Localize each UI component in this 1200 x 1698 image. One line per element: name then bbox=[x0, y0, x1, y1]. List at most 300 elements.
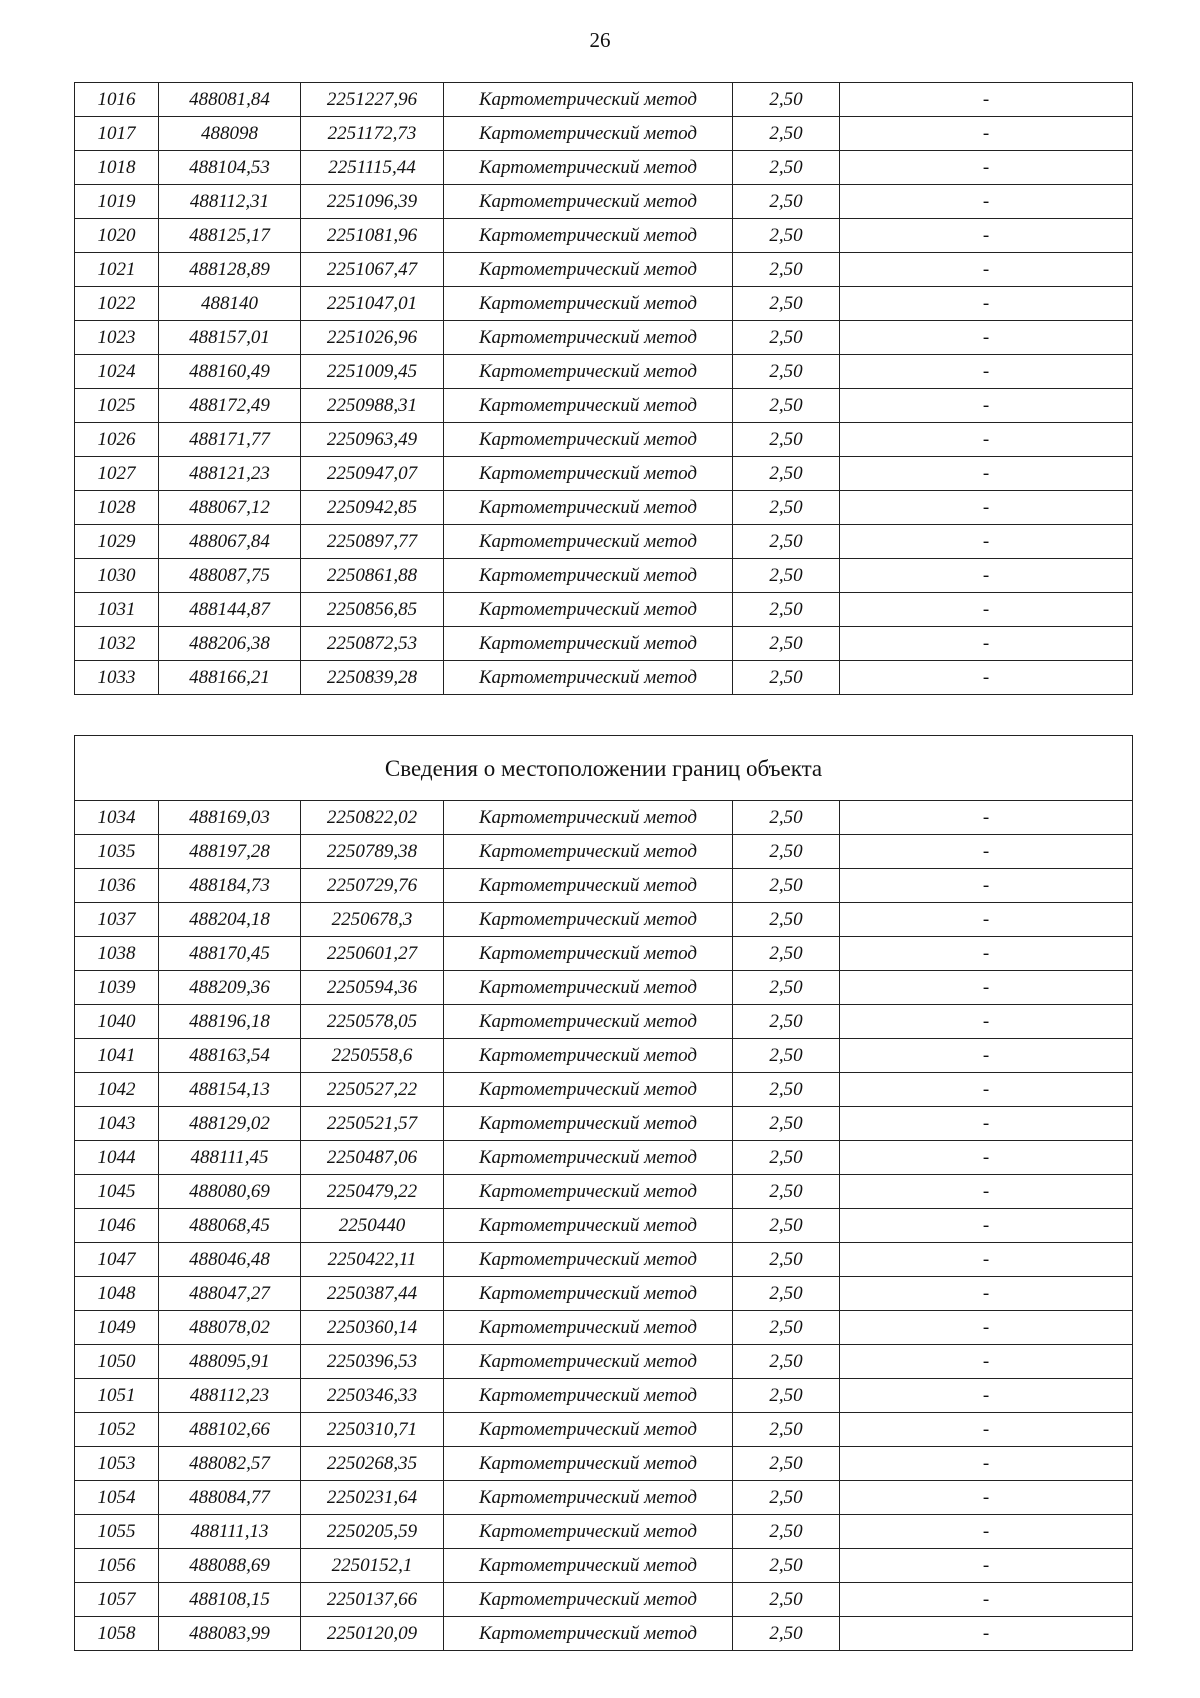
method-cell: Картометрический метод bbox=[444, 1481, 733, 1515]
note-cell: - bbox=[840, 117, 1133, 151]
y-coordinate-cell: 2251047,01 bbox=[301, 287, 444, 321]
table-row bbox=[75, 801, 1133, 835]
y-coordinate-cell: 2250789,38 bbox=[301, 835, 444, 869]
table-row bbox=[75, 1277, 1133, 1311]
point-number-cell: 1045 bbox=[75, 1175, 159, 1209]
accuracy-cell: 2,50 bbox=[733, 1617, 840, 1651]
note-cell: - bbox=[840, 1209, 1133, 1243]
y-coordinate-cell: 2250988,31 bbox=[301, 389, 444, 423]
x-coordinate-cell: 488163,54 bbox=[159, 1039, 301, 1073]
accuracy-cell: 2,50 bbox=[733, 1073, 840, 1107]
method-cell: Картометрический метод bbox=[444, 219, 733, 253]
note-cell: - bbox=[840, 1175, 1133, 1209]
table-row bbox=[75, 151, 1133, 185]
table-row bbox=[75, 627, 1133, 661]
method-cell: Картометрический метод bbox=[444, 661, 733, 695]
method-cell: Картометрический метод bbox=[444, 1379, 733, 1413]
accuracy-cell: 2,50 bbox=[733, 117, 840, 151]
x-coordinate-cell: 488108,15 bbox=[159, 1583, 301, 1617]
x-coordinate-cell: 488166,21 bbox=[159, 661, 301, 695]
accuracy-cell: 2,50 bbox=[733, 1141, 840, 1175]
note-cell: - bbox=[840, 1107, 1133, 1141]
note-cell: - bbox=[840, 1481, 1133, 1515]
note-cell: - bbox=[840, 1617, 1133, 1651]
table-row bbox=[75, 1345, 1133, 1379]
y-coordinate-cell: 2250310,71 bbox=[301, 1413, 444, 1447]
note-cell: - bbox=[840, 1583, 1133, 1617]
note-cell: - bbox=[840, 83, 1133, 117]
table-row bbox=[75, 1209, 1133, 1243]
method-cell: Картометрический метод bbox=[444, 1277, 733, 1311]
y-coordinate-cell: 2250152,1 bbox=[301, 1549, 444, 1583]
table-row bbox=[75, 1515, 1133, 1549]
method-cell: Картометрический метод bbox=[444, 1243, 733, 1277]
point-number-cell: 1048 bbox=[75, 1277, 159, 1311]
point-number-cell: 1041 bbox=[75, 1039, 159, 1073]
accuracy-cell: 2,50 bbox=[733, 1549, 840, 1583]
point-number-cell: 1050 bbox=[75, 1345, 159, 1379]
method-cell: Картометрический метод bbox=[444, 1005, 733, 1039]
method-cell: Картометрический метод bbox=[444, 321, 733, 355]
method-cell: Картометрический метод bbox=[444, 491, 733, 525]
y-coordinate-cell: 2250440 bbox=[301, 1209, 444, 1243]
coordinates-table-1-body bbox=[75, 83, 1133, 695]
x-coordinate-cell: 488125,17 bbox=[159, 219, 301, 253]
x-coordinate-cell: 488121,23 bbox=[159, 457, 301, 491]
y-coordinate-cell: 2250578,05 bbox=[301, 1005, 444, 1039]
method-cell: Картометрический метод bbox=[444, 801, 733, 835]
accuracy-cell: 2,50 bbox=[733, 1447, 840, 1481]
method-cell: Картометрический метод bbox=[444, 117, 733, 151]
accuracy-cell: 2,50 bbox=[733, 593, 840, 627]
note-cell: - bbox=[840, 525, 1133, 559]
method-cell: Картометрический метод bbox=[444, 423, 733, 457]
table-row bbox=[75, 389, 1133, 423]
y-coordinate-cell: 2250268,35 bbox=[301, 1447, 444, 1481]
point-number-cell: 1023 bbox=[75, 321, 159, 355]
table-row bbox=[75, 1447, 1133, 1481]
note-cell: - bbox=[840, 1311, 1133, 1345]
point-number-cell: 1046 bbox=[75, 1209, 159, 1243]
point-number-cell: 1032 bbox=[75, 627, 159, 661]
point-number-cell: 1016 bbox=[75, 83, 159, 117]
table-row bbox=[75, 321, 1133, 355]
table-row bbox=[75, 1617, 1133, 1651]
x-coordinate-cell: 488082,57 bbox=[159, 1447, 301, 1481]
coordinates-table-2 bbox=[74, 735, 1133, 1651]
point-number-cell: 1020 bbox=[75, 219, 159, 253]
point-number-cell: 1033 bbox=[75, 661, 159, 695]
y-coordinate-cell: 2250521,57 bbox=[301, 1107, 444, 1141]
method-cell: Картометрический метод bbox=[444, 1447, 733, 1481]
point-number-cell: 1034 bbox=[75, 801, 159, 835]
accuracy-cell: 2,50 bbox=[733, 971, 840, 1005]
y-coordinate-cell: 2250897,77 bbox=[301, 525, 444, 559]
y-coordinate-cell: 2251081,96 bbox=[301, 219, 444, 253]
accuracy-cell: 2,50 bbox=[733, 1175, 840, 1209]
note-cell: - bbox=[840, 151, 1133, 185]
x-coordinate-cell: 488209,36 bbox=[159, 971, 301, 1005]
accuracy-cell: 2,50 bbox=[733, 83, 840, 117]
x-coordinate-cell: 488154,13 bbox=[159, 1073, 301, 1107]
x-coordinate-cell: 488160,49 bbox=[159, 355, 301, 389]
point-number-cell: 1038 bbox=[75, 937, 159, 971]
method-cell: Картометрический метод bbox=[444, 287, 733, 321]
table-row bbox=[75, 937, 1133, 971]
accuracy-cell: 2,50 bbox=[733, 1107, 840, 1141]
x-coordinate-cell: 488098 bbox=[159, 117, 301, 151]
method-cell: Картометрический метод bbox=[444, 1209, 733, 1243]
table-row bbox=[75, 1413, 1133, 1447]
note-cell: - bbox=[840, 457, 1133, 491]
accuracy-cell: 2,50 bbox=[733, 1311, 840, 1345]
method-cell: Картометрический метод bbox=[444, 525, 733, 559]
point-number-cell: 1025 bbox=[75, 389, 159, 423]
accuracy-cell: 2,50 bbox=[733, 525, 840, 559]
method-cell: Картометрический метод bbox=[444, 971, 733, 1005]
x-coordinate-cell: 488067,84 bbox=[159, 525, 301, 559]
y-coordinate-cell: 2250729,76 bbox=[301, 869, 444, 903]
accuracy-cell: 2,50 bbox=[733, 219, 840, 253]
page-number: 26 bbox=[589, 28, 611, 52]
y-coordinate-cell: 2250872,53 bbox=[301, 627, 444, 661]
point-number-cell: 1017 bbox=[75, 117, 159, 151]
x-coordinate-cell: 488112,23 bbox=[159, 1379, 301, 1413]
x-coordinate-cell: 488104,53 bbox=[159, 151, 301, 185]
method-cell: Картометрический метод bbox=[444, 1107, 733, 1141]
method-cell: Картометрический метод bbox=[444, 253, 733, 287]
section-title: Сведения о местоположении границ объекта bbox=[75, 736, 1133, 801]
note-cell: - bbox=[840, 219, 1133, 253]
point-number-cell: 1039 bbox=[75, 971, 159, 1005]
point-number-cell: 1053 bbox=[75, 1447, 159, 1481]
table-row bbox=[75, 1583, 1133, 1617]
x-coordinate-cell: 488068,45 bbox=[159, 1209, 301, 1243]
table-row bbox=[75, 253, 1133, 287]
method-cell: Картометрический метод bbox=[444, 835, 733, 869]
x-coordinate-cell: 488206,38 bbox=[159, 627, 301, 661]
point-number-cell: 1027 bbox=[75, 457, 159, 491]
y-coordinate-cell: 2250963,49 bbox=[301, 423, 444, 457]
accuracy-cell: 2,50 bbox=[733, 1277, 840, 1311]
accuracy-cell: 2,50 bbox=[733, 1515, 840, 1549]
table-row bbox=[75, 559, 1133, 593]
x-coordinate-cell: 488095,91 bbox=[159, 1345, 301, 1379]
note-cell: - bbox=[840, 287, 1133, 321]
note-cell: - bbox=[840, 627, 1133, 661]
accuracy-cell: 2,50 bbox=[733, 1481, 840, 1515]
accuracy-cell: 2,50 bbox=[733, 287, 840, 321]
x-coordinate-cell: 488169,03 bbox=[159, 801, 301, 835]
method-cell: Картометрический метод bbox=[444, 1311, 733, 1345]
x-coordinate-cell: 488184,73 bbox=[159, 869, 301, 903]
y-coordinate-cell: 2250396,53 bbox=[301, 1345, 444, 1379]
point-number-cell: 1044 bbox=[75, 1141, 159, 1175]
accuracy-cell: 2,50 bbox=[733, 1413, 840, 1447]
accuracy-cell: 2,50 bbox=[733, 1209, 840, 1243]
x-coordinate-cell: 488128,89 bbox=[159, 253, 301, 287]
x-coordinate-cell: 488170,45 bbox=[159, 937, 301, 971]
note-cell: - bbox=[840, 423, 1133, 457]
note-cell: - bbox=[840, 835, 1133, 869]
table-row bbox=[75, 491, 1133, 525]
x-coordinate-cell: 488129,02 bbox=[159, 1107, 301, 1141]
table-row bbox=[75, 1243, 1133, 1277]
point-number-cell: 1018 bbox=[75, 151, 159, 185]
y-coordinate-cell: 2250822,02 bbox=[301, 801, 444, 835]
note-cell: - bbox=[840, 1277, 1133, 1311]
method-cell: Картометрический метод bbox=[444, 937, 733, 971]
table-row bbox=[75, 1549, 1133, 1583]
y-coordinate-cell: 2250346,33 bbox=[301, 1379, 444, 1413]
accuracy-cell: 2,50 bbox=[733, 903, 840, 937]
x-coordinate-cell: 488083,99 bbox=[159, 1617, 301, 1651]
y-coordinate-cell: 2250137,66 bbox=[301, 1583, 444, 1617]
point-number-cell: 1054 bbox=[75, 1481, 159, 1515]
accuracy-cell: 2,50 bbox=[733, 801, 840, 835]
method-cell: Картометрический метод bbox=[444, 1141, 733, 1175]
note-cell: - bbox=[840, 593, 1133, 627]
x-coordinate-cell: 488144,87 bbox=[159, 593, 301, 627]
x-coordinate-cell: 488067,12 bbox=[159, 491, 301, 525]
note-cell: - bbox=[840, 1005, 1133, 1039]
method-cell: Картометрический метод bbox=[444, 903, 733, 937]
accuracy-cell: 2,50 bbox=[733, 869, 840, 903]
method-cell: Картометрический метод bbox=[444, 1345, 733, 1379]
point-number-cell: 1021 bbox=[75, 253, 159, 287]
accuracy-cell: 2,50 bbox=[733, 457, 840, 491]
point-number-cell: 1035 bbox=[75, 835, 159, 869]
x-coordinate-cell: 488087,75 bbox=[159, 559, 301, 593]
accuracy-cell: 2,50 bbox=[733, 185, 840, 219]
y-coordinate-cell: 2250942,85 bbox=[301, 491, 444, 525]
x-coordinate-cell: 488204,18 bbox=[159, 903, 301, 937]
x-coordinate-cell: 488102,66 bbox=[159, 1413, 301, 1447]
y-coordinate-cell: 2251026,96 bbox=[301, 321, 444, 355]
point-number-cell: 1042 bbox=[75, 1073, 159, 1107]
point-number-cell: 1036 bbox=[75, 869, 159, 903]
method-cell: Картометрический метод bbox=[444, 1073, 733, 1107]
table-row bbox=[75, 423, 1133, 457]
accuracy-cell: 2,50 bbox=[733, 937, 840, 971]
x-coordinate-cell: 488080,69 bbox=[159, 1175, 301, 1209]
y-coordinate-cell: 2250231,64 bbox=[301, 1481, 444, 1515]
table-row bbox=[75, 835, 1133, 869]
y-coordinate-cell: 2250527,22 bbox=[301, 1073, 444, 1107]
table-row bbox=[75, 117, 1133, 151]
point-number-cell: 1043 bbox=[75, 1107, 159, 1141]
y-coordinate-cell: 2250594,36 bbox=[301, 971, 444, 1005]
point-number-cell: 1026 bbox=[75, 423, 159, 457]
y-coordinate-cell: 2250387,44 bbox=[301, 1277, 444, 1311]
y-coordinate-cell: 2250856,85 bbox=[301, 593, 444, 627]
table-row bbox=[75, 1039, 1133, 1073]
method-cell: Картометрический метод bbox=[444, 389, 733, 423]
accuracy-cell: 2,50 bbox=[733, 1243, 840, 1277]
table-row bbox=[75, 903, 1133, 937]
note-cell: - bbox=[840, 661, 1133, 695]
point-number-cell: 1057 bbox=[75, 1583, 159, 1617]
x-coordinate-cell: 488081,84 bbox=[159, 83, 301, 117]
table-row bbox=[75, 1481, 1133, 1515]
point-number-cell: 1058 bbox=[75, 1617, 159, 1651]
y-coordinate-cell: 2251096,39 bbox=[301, 185, 444, 219]
table-row bbox=[75, 1141, 1133, 1175]
point-number-cell: 1040 bbox=[75, 1005, 159, 1039]
accuracy-cell: 2,50 bbox=[733, 1005, 840, 1039]
point-number-cell: 1019 bbox=[75, 185, 159, 219]
note-cell: - bbox=[840, 1243, 1133, 1277]
method-cell: Картометрический метод bbox=[444, 1617, 733, 1651]
x-coordinate-cell: 488197,28 bbox=[159, 835, 301, 869]
point-number-cell: 1024 bbox=[75, 355, 159, 389]
note-cell: - bbox=[840, 1549, 1133, 1583]
accuracy-cell: 2,50 bbox=[733, 253, 840, 287]
y-coordinate-cell: 2250558,6 bbox=[301, 1039, 444, 1073]
method-cell: Картометрический метод bbox=[444, 355, 733, 389]
method-cell: Картометрический метод bbox=[444, 559, 733, 593]
method-cell: Картометрический метод bbox=[444, 869, 733, 903]
note-cell: - bbox=[840, 1447, 1133, 1481]
table-row bbox=[75, 83, 1133, 117]
accuracy-cell: 2,50 bbox=[733, 355, 840, 389]
note-cell: - bbox=[840, 1141, 1133, 1175]
note-cell: - bbox=[840, 1515, 1133, 1549]
accuracy-cell: 2,50 bbox=[733, 1345, 840, 1379]
table-row bbox=[75, 1107, 1133, 1141]
method-cell: Картометрический метод bbox=[444, 627, 733, 661]
x-coordinate-cell: 488112,31 bbox=[159, 185, 301, 219]
accuracy-cell: 2,50 bbox=[733, 661, 840, 695]
accuracy-cell: 2,50 bbox=[733, 423, 840, 457]
x-coordinate-cell: 488157,01 bbox=[159, 321, 301, 355]
note-cell: - bbox=[840, 389, 1133, 423]
method-cell: Картометрический метод bbox=[444, 1515, 733, 1549]
point-number-cell: 1056 bbox=[75, 1549, 159, 1583]
note-cell: - bbox=[840, 185, 1133, 219]
table-row bbox=[75, 869, 1133, 903]
point-number-cell: 1029 bbox=[75, 525, 159, 559]
table-row bbox=[75, 287, 1133, 321]
point-number-cell: 1049 bbox=[75, 1311, 159, 1345]
y-coordinate-cell: 2250839,28 bbox=[301, 661, 444, 695]
y-coordinate-cell: 2251067,47 bbox=[301, 253, 444, 287]
table-row bbox=[75, 185, 1133, 219]
method-cell: Картометрический метод bbox=[444, 1413, 733, 1447]
x-coordinate-cell: 488046,48 bbox=[159, 1243, 301, 1277]
point-number-cell: 1055 bbox=[75, 1515, 159, 1549]
method-cell: Картометрический метод bbox=[444, 185, 733, 219]
x-coordinate-cell: 488088,69 bbox=[159, 1549, 301, 1583]
x-coordinate-cell: 488196,18 bbox=[159, 1005, 301, 1039]
table-row bbox=[75, 525, 1133, 559]
note-cell: - bbox=[840, 903, 1133, 937]
point-number-cell: 1031 bbox=[75, 593, 159, 627]
accuracy-cell: 2,50 bbox=[733, 321, 840, 355]
method-cell: Картометрический метод bbox=[444, 1583, 733, 1617]
x-coordinate-cell: 488172,49 bbox=[159, 389, 301, 423]
x-coordinate-cell: 488084,77 bbox=[159, 1481, 301, 1515]
x-coordinate-cell: 488140 bbox=[159, 287, 301, 321]
point-number-cell: 1052 bbox=[75, 1413, 159, 1447]
coordinates-table-2-body bbox=[75, 736, 1133, 1651]
method-cell: Картометрический метод bbox=[444, 1175, 733, 1209]
y-coordinate-cell: 2250947,07 bbox=[301, 457, 444, 491]
section-header-row bbox=[75, 736, 1133, 801]
y-coordinate-cell: 2250120,09 bbox=[301, 1617, 444, 1651]
table-row bbox=[75, 661, 1133, 695]
x-coordinate-cell: 488111,45 bbox=[159, 1141, 301, 1175]
y-coordinate-cell: 2250601,27 bbox=[301, 937, 444, 971]
method-cell: Картометрический метод bbox=[444, 83, 733, 117]
y-coordinate-cell: 2251115,44 bbox=[301, 151, 444, 185]
method-cell: Картометрический метод bbox=[444, 151, 733, 185]
note-cell: - bbox=[840, 559, 1133, 593]
method-cell: Картометрический метод bbox=[444, 1549, 733, 1583]
accuracy-cell: 2,50 bbox=[733, 1583, 840, 1617]
table-row bbox=[75, 219, 1133, 253]
y-coordinate-cell: 2251172,73 bbox=[301, 117, 444, 151]
note-cell: - bbox=[840, 491, 1133, 525]
accuracy-cell: 2,50 bbox=[733, 389, 840, 423]
y-coordinate-cell: 2250360,14 bbox=[301, 1311, 444, 1345]
y-coordinate-cell: 2250205,59 bbox=[301, 1515, 444, 1549]
note-cell: - bbox=[840, 321, 1133, 355]
table-row bbox=[75, 1379, 1133, 1413]
table-row bbox=[75, 1311, 1133, 1345]
table-row bbox=[75, 593, 1133, 627]
accuracy-cell: 2,50 bbox=[733, 559, 840, 593]
method-cell: Картометрический метод bbox=[444, 457, 733, 491]
x-coordinate-cell: 488078,02 bbox=[159, 1311, 301, 1345]
table-row bbox=[75, 1005, 1133, 1039]
y-coordinate-cell: 2250422,11 bbox=[301, 1243, 444, 1277]
x-coordinate-cell: 488047,27 bbox=[159, 1277, 301, 1311]
table-row bbox=[75, 1073, 1133, 1107]
point-number-cell: 1022 bbox=[75, 287, 159, 321]
note-cell: - bbox=[840, 937, 1133, 971]
accuracy-cell: 2,50 bbox=[733, 1379, 840, 1413]
coordinates-table-1 bbox=[74, 82, 1133, 695]
y-coordinate-cell: 2250487,06 bbox=[301, 1141, 444, 1175]
accuracy-cell: 2,50 bbox=[733, 627, 840, 661]
x-coordinate-cell: 488111,13 bbox=[159, 1515, 301, 1549]
point-number-cell: 1051 bbox=[75, 1379, 159, 1413]
point-number-cell: 1037 bbox=[75, 903, 159, 937]
note-cell: - bbox=[840, 1413, 1133, 1447]
note-cell: - bbox=[840, 1379, 1133, 1413]
note-cell: - bbox=[840, 1073, 1133, 1107]
accuracy-cell: 2,50 bbox=[733, 835, 840, 869]
y-coordinate-cell: 2251009,45 bbox=[301, 355, 444, 389]
table-row bbox=[75, 971, 1133, 1005]
accuracy-cell: 2,50 bbox=[733, 151, 840, 185]
y-coordinate-cell: 2250479,22 bbox=[301, 1175, 444, 1209]
note-cell: - bbox=[840, 801, 1133, 835]
method-cell: Картометрический метод bbox=[444, 1039, 733, 1073]
note-cell: - bbox=[840, 253, 1133, 287]
accuracy-cell: 2,50 bbox=[733, 1039, 840, 1073]
x-coordinate-cell: 488171,77 bbox=[159, 423, 301, 457]
table-row bbox=[75, 355, 1133, 389]
note-cell: - bbox=[840, 1039, 1133, 1073]
note-cell: - bbox=[840, 1345, 1133, 1379]
accuracy-cell: 2,50 bbox=[733, 491, 840, 525]
note-cell: - bbox=[840, 869, 1133, 903]
point-number-cell: 1028 bbox=[75, 491, 159, 525]
note-cell: - bbox=[840, 971, 1133, 1005]
point-number-cell: 1047 bbox=[75, 1243, 159, 1277]
